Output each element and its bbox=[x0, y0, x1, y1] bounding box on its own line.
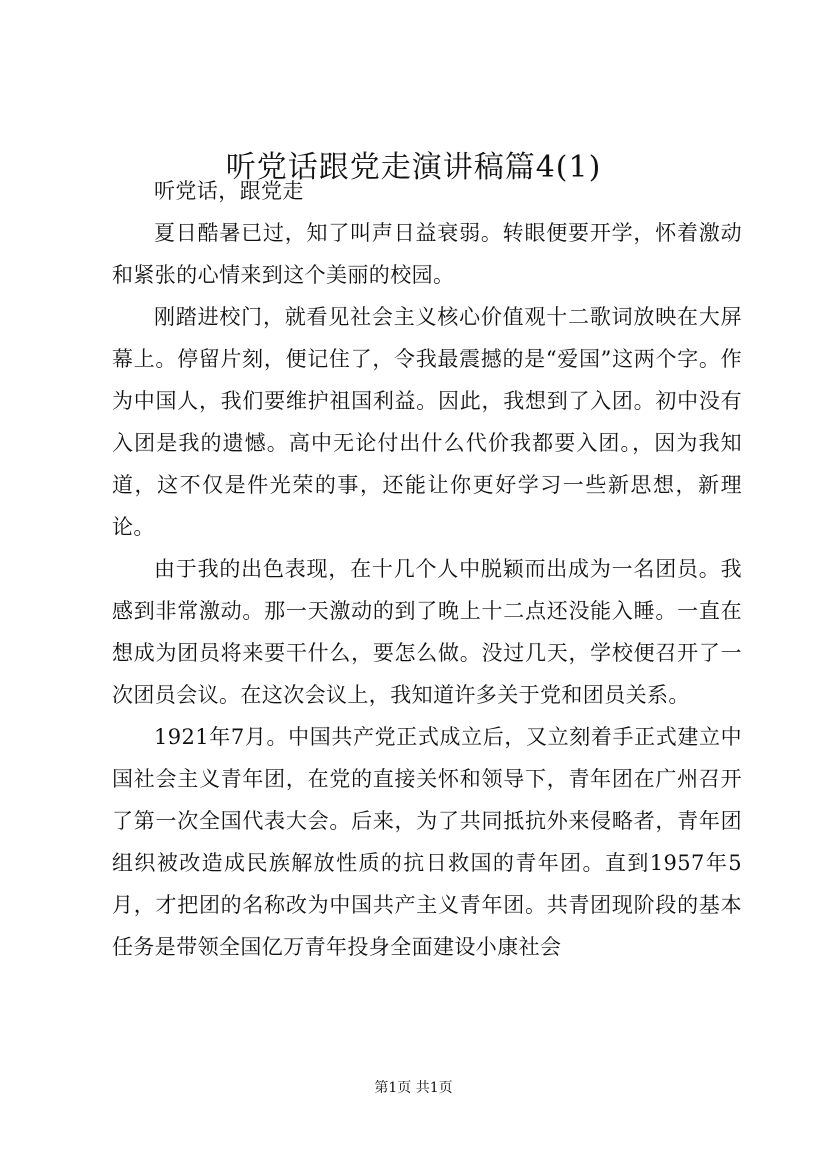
paragraph-heading: 听党话，跟党走 bbox=[154, 179, 304, 203]
document-body bbox=[112, 170, 742, 968]
page-footer: 第1页 共1页 bbox=[374, 1080, 453, 1096]
paragraph: 夏日酷暑已过，知了叫声日益衰弱。转眼便要开学，怀着激动和紧张的心情来到这个美丽的校园。 bbox=[112, 221, 742, 287]
document-title: 听党话跟党走演讲稿篇4(1) bbox=[225, 150, 602, 185]
paragraph: 由于我的出色表现，在十几个人中脱颖而出成为一名团员。我感到非常激动。那一天激动的到了晚上十二点还没能入睡。一直在想成为团员将来要干什么，要怎么做。没过几天，学校便召开了一次团员会议。在这次会议上，我知道许多关于党和团员关系。 bbox=[112, 557, 742, 707]
paragraph: 1921年7月。中国共产党正式成立后，又立刻着手正式建立中国社会主义青年团，在党的直接关怀和领导下，青年团在广州召开了第一次全国代表大会。后来，为了共同抵抗外来侵略者，青年团组织被改造成民族解放性质的抗日救国的青年团。直到1957年5月，才把团的名称改为中国共产主义青年团。共青团现阶段的基本任务是带领全国亿万青年投身全面建设小康社会 bbox=[112, 725, 742, 959]
paragraph: 刚踏进校门，就看见社会主义核心价值观十二歌词放映在大屏幕上。停留片刻，便记住了，令我最震撼的是“爱国”这两个字。作为中国人，我们要维护祖国利益。因此，我想到了入团。初中没有入团是我的遗憾。高中无论付出什么代价我都要入团。，因为我知道，这不仅是件光荣的事，还能让你更好学习一些新思想，新理论。 bbox=[112, 305, 742, 539]
